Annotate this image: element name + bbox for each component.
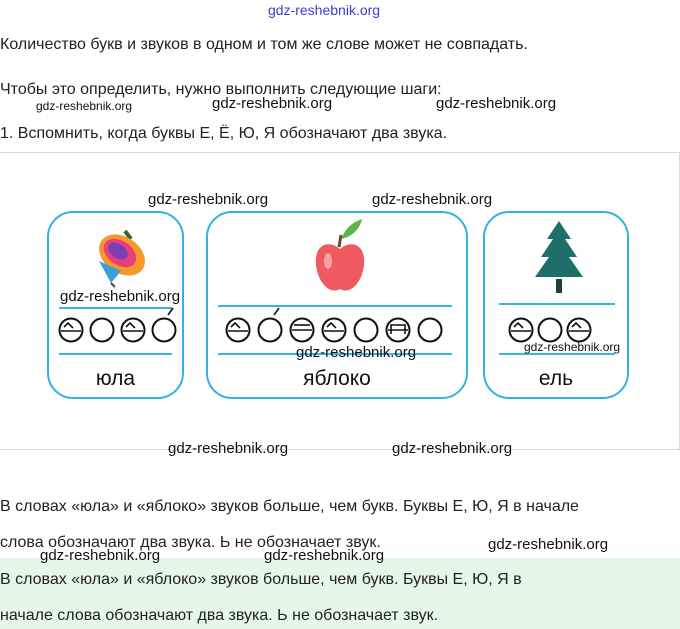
sound-circle [259,308,282,342]
watermark: gdz-reshebnik.org [168,440,289,457]
sound-circle [323,319,346,342]
sound-circle [510,319,533,342]
word-yula: юла [95,367,136,390]
sound-circle [153,308,176,342]
intro-text: Количество букв и звуков в одном и том же слове может не совпадать. [0,36,528,53]
watermark: gdz-reshebnik.org [296,344,417,361]
answer-line-1: В словах «юла» и «яблоко» звуков больше, чем букв. Буквы Е, Ю, Я в [0,571,522,588]
watermark: gdz-reshebnik.org [524,340,621,354]
watermark: gdz-reshebnik.org [264,547,385,564]
steps-heading: Чтобы это определить, нужно выполнить следующие шаги: [0,81,442,98]
watermark-top: gdz-reshebnik.org [268,2,381,18]
sound-circle [539,319,562,342]
sound-circle [291,319,314,342]
watermark: gdz-reshebnik.org [148,191,269,208]
watermark: gdz-reshebnik.org [436,95,557,112]
sound-circle [419,319,442,342]
sound-circle [227,319,250,342]
answer-line-2: начале слова обозначают два звука. Ь не обозначает звук. [0,607,439,624]
watermark: gdz-reshebnik.org [488,536,609,553]
step-1-text: 1. Вспомнить, когда буквы Е, Ё, Ю, Я обозначают два звука. [0,125,448,142]
sound-circle [387,319,410,342]
watermark: gdz-reshebnik.org [60,288,181,305]
sound-circle [568,319,591,342]
word-yabloko: яблоко [303,367,371,390]
sound-circle [91,319,114,342]
word-el: ель [538,367,574,390]
watermark: gdz-reshebnik.org [40,547,161,564]
watermark: gdz-reshebnik.org [212,95,333,112]
sound-circle [122,319,145,342]
watermark: gdz-reshebnik.org [392,440,513,457]
explanation-line-1: В словах «юла» и «яблоко» звуков больше, чем букв. Буквы Е, Ю, Я в начале [0,498,579,515]
explanation-line-2: слова обозначают два звука. Ь не обозначает звук. [0,534,381,551]
sound-circle [60,319,83,342]
watermark: gdz-reshebnik.org [36,99,133,113]
watermark: gdz-reshebnik.org [372,191,493,208]
sound-circle [355,319,378,342]
